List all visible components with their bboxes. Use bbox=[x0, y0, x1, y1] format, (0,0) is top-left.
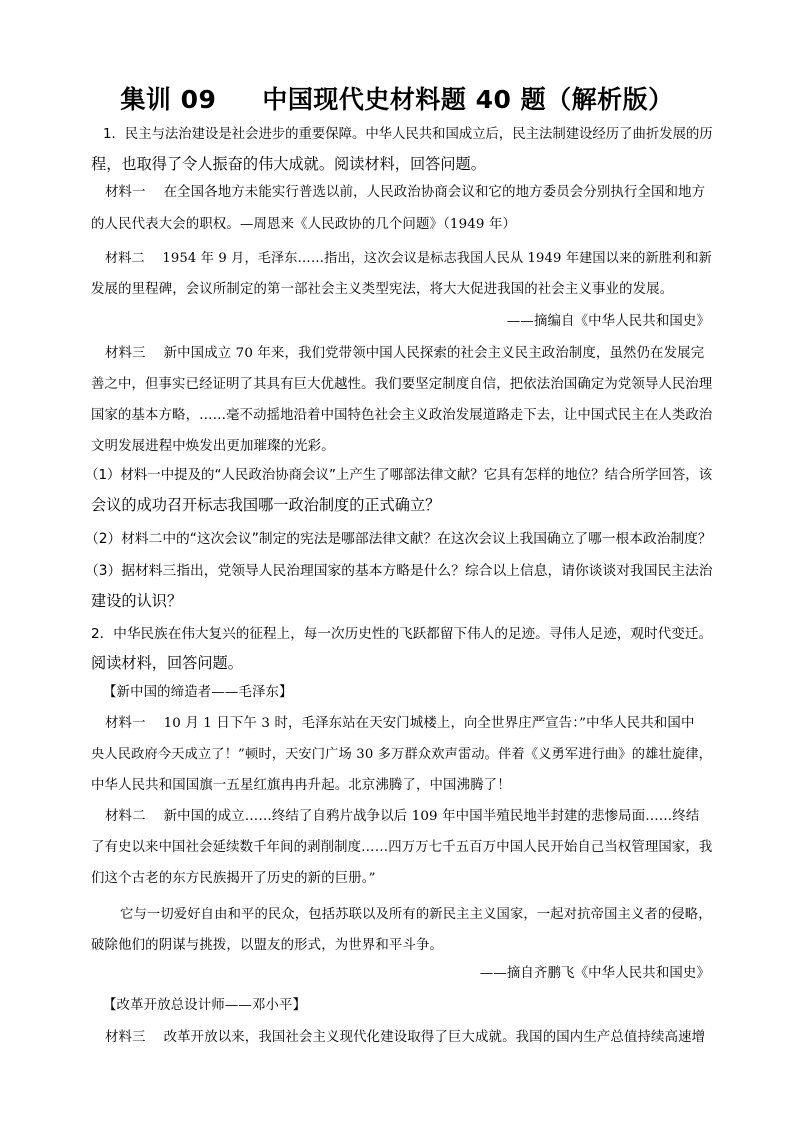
q1-material2-line1: 材料二 1954 年 9 月，毛泽东……指出，这次会议是标志我国人民从 1949 年建国以来的新胜利和新 bbox=[105, 251, 712, 266]
q1-subquestion1-line1: （1）材料一中提及的“人民政治协商会议”上产生了哪部法律文献？它具有怎样的地位？结合所学回答，该 bbox=[85, 468, 713, 483]
q2-stem-line1: 2．中华民族在伟大复兴的征程上，每一次历史性的飞跃都留下伟人的足迹。寻伟人足迹，观时代变迁。 bbox=[91, 626, 713, 642]
q1-subquestion2: （2）材料二中的“这次会议”制定的宪法是哪部法律文献？在这次会议上我国确立了哪一根本政治制度？ bbox=[85, 531, 712, 547]
q1-material3-line4: 文明发展进程中焕发出更加璀璨的光彩。 bbox=[91, 439, 335, 454]
q1-material1-line2: 的人民代表大会的职权。—周恩来《人民政协的几个问题》（1949 年） bbox=[91, 217, 517, 232]
title-collection-number: 集训 09 bbox=[120, 85, 217, 114]
q2-section-heading-mao: 【新中国的缔造者——毛泽东】 bbox=[103, 685, 293, 700]
q2-material1-line2: 央人民政府今天成立了！”顿时，天安门广场 30 多万群众欢声雷动。伴着《义勇军进行曲》的雄壮旋律， bbox=[91, 747, 712, 762]
q2-material1-line3: 中华人民共和国国旗一五星红旗冉冉升起。北京沸腾了，中国沸腾了！ bbox=[91, 778, 511, 793]
q2-material2-line4: 它与一切爱好自由和平的民众，包括苏联以及所有的新民主主义国家，一起对抗帝国主义者的侵略， bbox=[120, 907, 712, 922]
q2-material2-line1: 材料二 新中国的成立……终结了自鸦片战争以后 109 年中国半殖民地半封建的悲惨局面……终结 bbox=[105, 809, 700, 824]
q2-material2-line3: 们这个古老的东方民族揭开了历史的新的巨册。” bbox=[91, 871, 376, 886]
q2-stem-line2: 阅读材料，回答问题。 bbox=[91, 654, 243, 672]
q1-material1-line1: 材料一 在全国各地方未能实行普选以前，人民政治协商会议和它的地方委员会分别执行全国和地方 bbox=[105, 185, 706, 200]
q1-subquestion3-line2: 建设的认识？ bbox=[91, 592, 183, 610]
title-topic: 中国现代史材料题 40 题（解析版） bbox=[262, 85, 674, 114]
q2-material3-line1: 材料三 改革开放以来，我国社会主义现代化建设取得了巨大成就。我国的国内生产总值持续高速增 bbox=[105, 1030, 706, 1045]
page-title bbox=[0, 80, 794, 116]
q2-material2-line5: 破除他们的阴谋与挑拨，以盟友的形式，为世界和平斗争。 bbox=[91, 938, 444, 953]
q1-stem-line2: 程，也取得了令人振奋的伟大成就。阅读材料，回答问题。 bbox=[91, 155, 486, 173]
q2-material2-source: ——摘自齐鹏飞《中华人民共和国史》 bbox=[479, 966, 710, 981]
q2-material1-line1: 材料一 10 月 1 日下午 3 时，毛泽东站在天安门城楼上，向全世界庄严宣告：”中华人民共和国中 bbox=[105, 716, 695, 731]
q1-material2-line2: 发展的里程碑，会议所制定的第一部社会主义类型宪法，将大大促进我国的社会主义事业的发展。 bbox=[91, 282, 674, 297]
q1-subquestion3-line1: （3）据材料三指出，党领导人民治理国家的基本方略是什么？综合以上信息，请你谈谈对我国民主法治 bbox=[85, 563, 713, 579]
q1-material3-line1: 材料三 新中国成立 70 年来，我们党带领中国人民探索的社会主义民主政治制度，虽然仍在发展完 bbox=[105, 346, 705, 361]
q1-subquestion1-line2: 会议的成功召开标志我国哪一政治制度的正式确立？ bbox=[91, 496, 441, 514]
q1-material2-source: ——摘编自《中华人民共和国史》 bbox=[506, 314, 710, 329]
q2-material2-line2: 了有史以来中国社会延续数千年间的剥削制度……四万万七千五百万中国人民开始自己当权管理国家，我 bbox=[91, 840, 713, 855]
q1-material3-line2: 善之中，但事实已经证明了其具有巨大优越性。我们要坚定制度自信，把依法治国确定为党领导人民治理 bbox=[91, 377, 713, 392]
q2-section-heading-deng: 【改革开放总设计师——邓小平】 bbox=[103, 998, 307, 1013]
q1-stem-line1: 1．民主与法治建设是社会进步的重要保障。中华人民共和国成立后，民主法制建设经历了曲折发展的历 bbox=[103, 127, 713, 142]
q1-material3-line3: 国家的基本方略，……毫不动摇地沿着中国特色社会主义政治发展道路走下去，让中国式民主在人类政治 bbox=[91, 408, 713, 423]
